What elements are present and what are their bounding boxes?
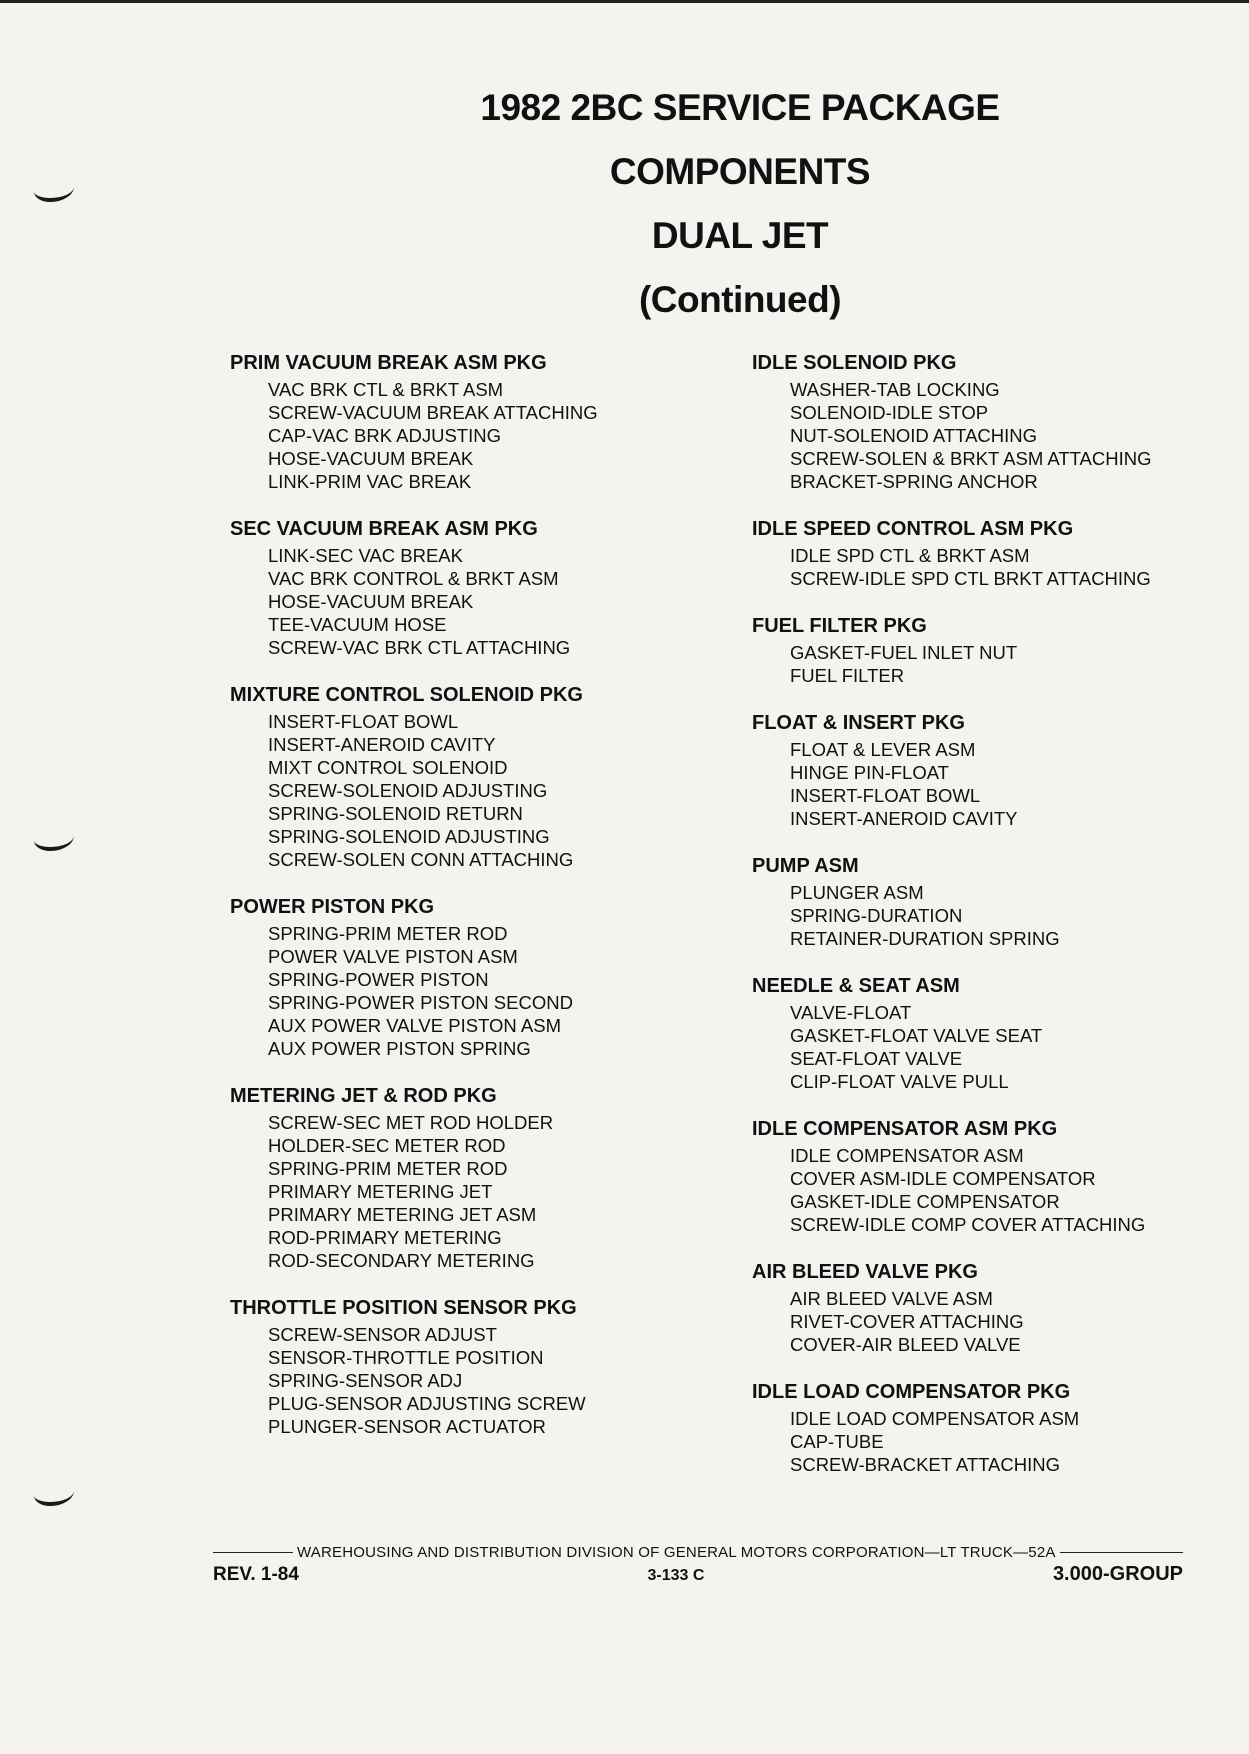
package-item: SCREW-SEC MET ROD HOLDER (268, 1112, 554, 1133)
package-item: IDLE LOAD COMPENSATOR ASM (790, 1408, 1080, 1429)
package-section (752, 1259, 1232, 1356)
package-section (752, 710, 1232, 830)
package-title: IDLE LOAD COMPENSATOR PKG (752, 1381, 1071, 1403)
package-item-list (752, 1144, 1232, 1236)
page-number: 3-133 C (647, 1567, 705, 1584)
package-item: SPRING-DURATION (790, 905, 963, 926)
package-item: AUX POWER VALVE PISTON ASM (268, 1015, 561, 1036)
package-title: METERING JET & ROD PKG (230, 1085, 497, 1107)
package-item: PLUG-SENSOR ADJUSTING SCREW (268, 1393, 586, 1414)
package-item-list (230, 378, 700, 493)
package-item: VAC BRK CONTROL & BRKT ASM (268, 568, 559, 589)
package-section (752, 1379, 1232, 1476)
package-title: THROTTLE POSITION SENSOR PKG (230, 1297, 577, 1319)
footer-rule (213, 1552, 293, 1553)
package-item: NUT-SOLENOID ATTACHING (790, 425, 1038, 446)
package-item: CLIP-FLOAT VALVE PULL (790, 1071, 1009, 1092)
package-item: SCREW-SOLENOID ADJUSTING (268, 780, 548, 801)
top-rule (0, 0, 1249, 3)
package-section (752, 973, 1232, 1093)
footer-division-line (213, 1544, 1183, 1561)
package-item: POWER VALVE PISTON ASM (268, 946, 518, 967)
package-item: CAP-TUBE (790, 1431, 884, 1452)
package-item-list (230, 1323, 700, 1438)
package-item: SCREW-SENSOR ADJUST (268, 1324, 497, 1345)
package-item: HOSE-VACUUM BREAK (268, 591, 474, 612)
binder-hole-mark (34, 825, 74, 851)
package-item: GASKET-FUEL INLET NUT (790, 642, 1018, 663)
package-title: NEEDLE & SEAT ASM (752, 975, 960, 997)
package-section (752, 853, 1232, 950)
package-item: SPRING-SENSOR ADJ (268, 1370, 463, 1391)
footer-rule (1060, 1552, 1183, 1553)
package-item: RETAINER-DURATION SPRING (790, 928, 1060, 949)
package-item-list (752, 1407, 1232, 1476)
package-item: IDLE SPD CTL & BRKT ASM (790, 545, 1030, 566)
package-item: SPRING-POWER PISTON (268, 969, 489, 990)
package-item: SCREW-BRACKET ATTACHING (790, 1454, 1060, 1475)
package-item: COVER-AIR BLEED VALVE (790, 1334, 1021, 1355)
package-section (230, 894, 700, 1060)
left-column (230, 350, 700, 1461)
right-column (752, 350, 1232, 1499)
package-item-list (752, 881, 1232, 950)
package-title: PRIM VACUUM BREAK ASM PKG (230, 352, 547, 374)
page-title-line: (Continued) (638, 279, 842, 320)
package-item: INSERT-FLOAT BOWL (790, 785, 981, 806)
binder-hole-mark (34, 176, 74, 202)
package-item: RIVET-COVER ATTACHING (790, 1311, 1024, 1332)
package-item: PLUNGER ASM (790, 882, 924, 903)
package-item: AIR BLEED VALVE ASM (790, 1288, 993, 1309)
package-item: INSERT-ANEROID CAVITY (790, 808, 1018, 829)
package-item: IDLE COMPENSATOR ASM (790, 1145, 1024, 1166)
package-item: ROD-PRIMARY METERING (268, 1227, 502, 1248)
package-item: COVER ASM-IDLE COMPENSATOR (790, 1168, 1096, 1189)
package-item: LINK-SEC VAC BREAK (268, 545, 463, 566)
package-item: HOSE-VACUUM BREAK (268, 448, 474, 469)
package-item: SEAT-FLOAT VALVE (790, 1048, 963, 1069)
package-section (230, 1083, 700, 1272)
package-item: SCREW-VACUUM BREAK ATTACHING (268, 402, 598, 423)
package-item: GASKET-FLOAT VALVE SEAT (790, 1025, 1043, 1046)
package-item: INSERT-ANEROID CAVITY (268, 734, 496, 755)
package-title: MIXTURE CONTROL SOLENOID PKG (230, 684, 583, 706)
package-item: FUEL FILTER (790, 665, 905, 686)
package-item: SCREW-SOLEN CONN ATTACHING (268, 849, 574, 870)
binder-hole-mark (34, 1480, 74, 1506)
package-item: FLOAT & LEVER ASM (790, 739, 976, 760)
page-title-line: 1982 2BC SERVICE PACKAGE (480, 87, 1000, 128)
package-item: PRIMARY METERING JET (268, 1181, 493, 1202)
footer-division-text: WAREHOUSING AND DISTRIBUTION DIVISION OF GENERAL MOTORS CORPORATION—LT TRUCK—52A (297, 1544, 1056, 1561)
package-title: POWER PISTON PKG (230, 896, 435, 918)
revision-label: REV. 1-84 (213, 1564, 299, 1585)
package-section (230, 1295, 700, 1438)
package-item-list (230, 922, 700, 1060)
package-item: LINK-PRIM VAC BREAK (268, 471, 472, 492)
package-title: FLOAT & INSERT PKG (752, 712, 965, 734)
package-item-list (752, 641, 1232, 687)
package-item: SPRING-POWER PISTON SECOND (268, 992, 573, 1013)
package-item: GASKET-IDLE COMPENSATOR (790, 1191, 1060, 1212)
package-title: IDLE COMPENSATOR ASM PKG (752, 1118, 1058, 1140)
package-item: CAP-VAC BRK ADJUSTING (268, 425, 502, 446)
package-item: VALVE-FLOAT (790, 1002, 912, 1023)
package-title: PUMP ASM (752, 855, 859, 877)
page-title-line: DUAL JET (651, 215, 829, 256)
package-item: PLUNGER-SENSOR ACTUATOR (268, 1416, 546, 1437)
package-item: ROD-SECONDARY METERING (268, 1250, 535, 1271)
package-item-list (230, 544, 700, 659)
package-item: TEE-VACUUM HOSE (268, 614, 447, 635)
package-item-list (230, 1111, 700, 1272)
package-title: AIR BLEED VALVE PKG (752, 1261, 978, 1283)
package-section (752, 613, 1232, 687)
package-item: MIXT CONTROL SOLENOID (268, 757, 508, 778)
package-title: SEC VACUUM BREAK ASM PKG (230, 518, 538, 540)
package-item: SCREW-IDLE COMP COVER ATTACHING (790, 1214, 1146, 1235)
package-item: WASHER-TAB LOCKING (790, 379, 1000, 400)
package-item-list (752, 1001, 1232, 1093)
package-item: SPRING-PRIM METER ROD (268, 923, 508, 944)
package-item: AUX POWER PISTON SPRING (268, 1038, 531, 1059)
package-item: SCREW-IDLE SPD CTL BRKT ATTACHING (790, 568, 1151, 589)
package-item: BRACKET-SPRING ANCHOR (790, 471, 1038, 492)
footer-row (213, 1563, 1183, 1586)
package-item-list (752, 738, 1232, 830)
package-item: VAC BRK CTL & BRKT ASM (268, 379, 504, 400)
package-item: HINGE PIN-FLOAT (790, 762, 949, 783)
package-item-list (752, 544, 1232, 590)
package-item: INSERT-FLOAT BOWL (268, 711, 459, 732)
package-section (752, 516, 1232, 590)
page-footer (213, 1544, 1183, 1586)
package-section (230, 516, 700, 659)
package-item: PRIMARY METERING JET ASM (268, 1204, 537, 1225)
package-title: IDLE SOLENOID PKG (752, 352, 957, 374)
package-item-list (752, 378, 1232, 493)
package-item: SOLENOID-IDLE STOP (790, 402, 989, 423)
package-item: SCREW-SOLEN & BRKT ASM ATTACHING (790, 448, 1152, 469)
page-title-block (390, 76, 1090, 332)
package-item-list (230, 710, 700, 871)
package-item: SPRING-PRIM METER ROD (268, 1158, 508, 1179)
package-section (230, 682, 700, 871)
package-item: SPRING-SOLENOID RETURN (268, 803, 523, 824)
package-item: SCREW-VAC BRK CTL ATTACHING (268, 637, 571, 658)
package-title: IDLE SPEED CONTROL ASM PKG (752, 518, 1074, 540)
page-title-line: COMPONENTS (609, 151, 871, 192)
group-number: 3.000-GROUP (1052, 1563, 1183, 1585)
package-section (230, 350, 700, 493)
package-item: SENSOR-THROTTLE POSITION (268, 1347, 544, 1368)
package-section (752, 1116, 1232, 1236)
package-section (752, 350, 1232, 493)
package-item: SPRING-SOLENOID ADJUSTING (268, 826, 550, 847)
package-item-list (752, 1287, 1232, 1356)
package-item: HOLDER-SEC METER ROD (268, 1135, 506, 1156)
package-title: FUEL FILTER PKG (752, 615, 927, 637)
